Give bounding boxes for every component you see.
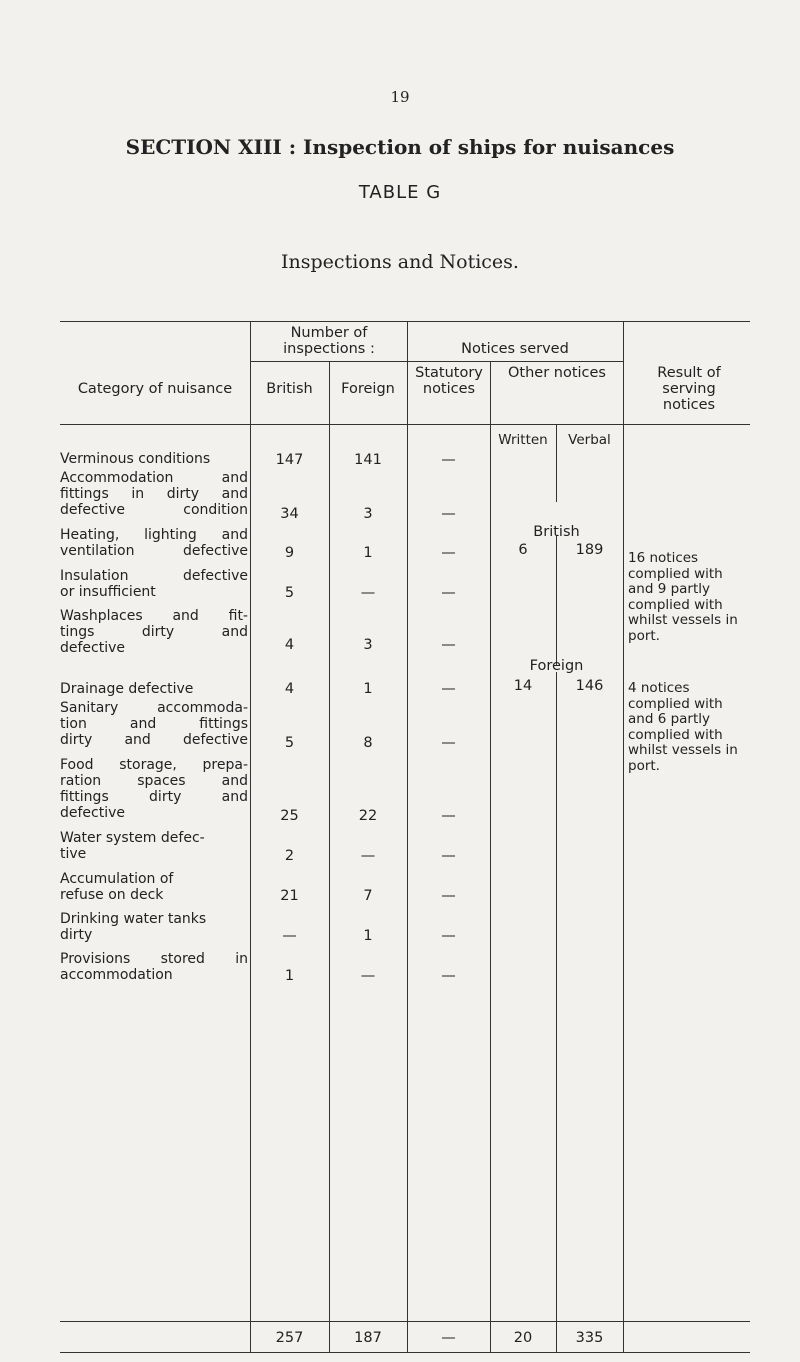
result-foreign: 4 notices complied with and 6 partly complied with whilst vessels in port.	[628, 680, 738, 774]
foreign-written-value: 14	[513, 678, 533, 694]
foreign-cell: 3	[363, 506, 373, 522]
col-divider-category	[250, 321, 251, 1352]
total-british: 257	[275, 1330, 304, 1346]
totals-top-rule	[60, 1321, 750, 1322]
foreign-cell: —	[360, 968, 376, 984]
foreign-verbal-value: 146	[575, 678, 604, 694]
table-label: TABLE G	[358, 182, 442, 203]
british-cell: 1	[284, 968, 295, 984]
british-cell: 34	[280, 506, 299, 522]
british-cell: 4	[284, 681, 295, 697]
foreign-cell: 1	[363, 928, 373, 944]
statutory-cell: —	[441, 681, 456, 697]
british-verbal-value: 189	[575, 542, 604, 558]
category-water-system: Water system defec- tive	[60, 830, 205, 862]
total-written: 20	[513, 1330, 533, 1346]
table-bottom-rule	[60, 1352, 750, 1353]
foreign-cell: 1	[363, 681, 373, 697]
category-provisions: Provisions stored in accommodation	[60, 951, 248, 983]
statutory-cell: —	[441, 452, 456, 468]
british-cell: 5	[284, 735, 295, 751]
british-cell: 4	[284, 637, 295, 653]
foreign-cell: 3	[363, 637, 373, 653]
header-british: British	[266, 381, 313, 397]
total-statutory: —	[441, 1330, 456, 1346]
total-verbal: 335	[575, 1330, 604, 1346]
statutory-cell: —	[441, 968, 456, 984]
foreign-cell: 141	[354, 452, 382, 468]
category-washplaces: Washplaces and fit- tings dirty and defective	[60, 608, 248, 656]
header-notices-served: Notices served	[461, 341, 569, 357]
section-title: SECTION XIII : Inspection of ships for nuisances	[125, 135, 675, 159]
foreign-cell: —	[360, 585, 376, 601]
foreign-cell: 1	[363, 545, 373, 561]
statutory-cell: —	[441, 888, 456, 904]
header-number-of-inspections: Number of inspections :	[283, 325, 375, 357]
col-divider-written-bottom	[556, 672, 557, 1352]
british-cell: —	[282, 928, 297, 944]
category-sanitary: Sanitary accommoda- tion and fittings dirty and defective	[60, 700, 248, 748]
header-verbal: Verbal	[568, 432, 611, 448]
british-cell: 25	[280, 808, 299, 824]
col-divider-statutory	[490, 361, 491, 1352]
category-accommodation: Accommodation and fittings in dirty and defective condition	[60, 470, 248, 518]
table-top-rule	[60, 321, 750, 322]
table-subtitle: Inspections and Notices.	[281, 251, 519, 273]
foreign-cell: 7	[363, 888, 373, 904]
british-cell: 5	[284, 585, 295, 601]
category-insulation: Insulation defective or insufficient	[60, 568, 248, 600]
header-other-notices: Other notices	[507, 365, 606, 381]
total-foreign: 187	[354, 1330, 382, 1346]
statutory-cell: —	[441, 735, 456, 751]
category-drainage: Drainage defective	[60, 681, 194, 697]
category-refuse: Accumulation of refuse on deck	[60, 871, 174, 903]
other-foreign-label: Foreign	[529, 658, 584, 674]
page-number: 19	[390, 88, 410, 106]
statutory-cell: —	[441, 506, 456, 522]
category-food-storage: Food storage, prepa- ration spaces and fittings dirty and defective	[60, 757, 248, 821]
col-divider-foreign	[407, 321, 408, 1352]
british-cell: 147	[275, 452, 304, 468]
british-cell: 9	[284, 545, 295, 561]
header-statutory-notices: Statutory notices	[415, 365, 483, 397]
british-cell: 2	[284, 848, 295, 864]
col-divider-other	[623, 321, 624, 1352]
header-result: Result of serving notices	[657, 365, 721, 413]
result-british: 16 notices complied with and 9 partly complied with whilst vessels in port.	[628, 550, 738, 644]
statutory-cell: —	[441, 848, 456, 864]
foreign-cell: —	[360, 848, 376, 864]
header-foreign: Foreign	[341, 381, 395, 397]
statutory-cell: —	[441, 928, 456, 944]
foreign-cell: 8	[363, 735, 373, 751]
british-cell: 21	[280, 888, 299, 904]
header-written: Written	[498, 432, 548, 448]
foreign-cell: 22	[358, 808, 378, 824]
header-category: Category of nuisance	[77, 381, 233, 397]
subheader-rule	[250, 361, 623, 362]
category-verminous: Verminous conditions	[60, 451, 211, 467]
category-heating: Heating, lighting and ventilation defective	[60, 527, 248, 559]
header-bottom-rule	[60, 424, 750, 425]
statutory-cell: —	[441, 808, 456, 824]
category-drinking-water: Drinking water tanks dirty	[60, 911, 207, 943]
other-british-label: British	[533, 524, 580, 540]
british-written-value: 6	[518, 542, 528, 558]
statutory-cell: —	[441, 545, 456, 561]
statutory-cell: —	[441, 585, 456, 601]
statutory-cell: —	[441, 637, 456, 653]
